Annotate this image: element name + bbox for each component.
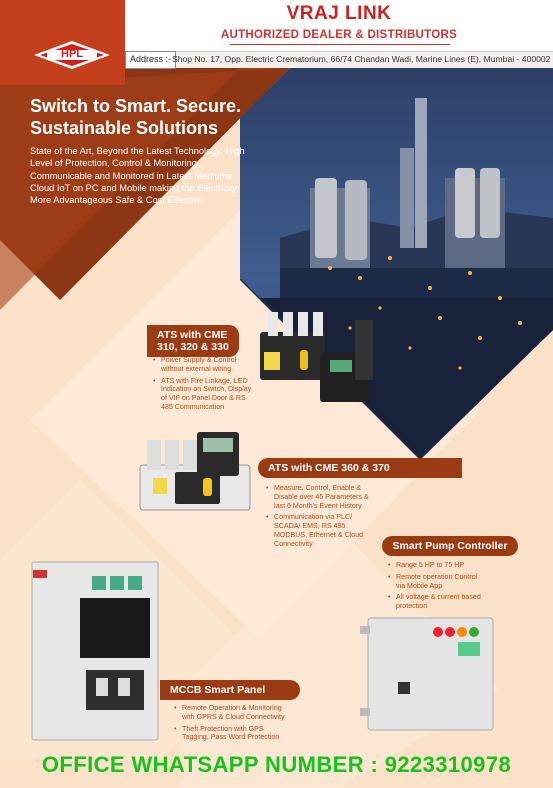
list-item: • Remote Operation & Monitoring with GPRS & Cloud Connectivity	[174, 704, 290, 722]
smart-pump-controller-image	[358, 612, 508, 737]
mccb-smart-panel-title: MCCB Smart Panel	[160, 680, 300, 700]
list-item: • All voltage & current based protection	[388, 593, 488, 611]
address-label: Address :-	[125, 51, 176, 69]
list-item: • Range 5 HP to 75 HP	[388, 561, 488, 570]
list-item: • Remote operation Control via Mobile App	[388, 573, 488, 591]
product-ats-cme-310	[147, 325, 239, 357]
hero-title-line2: Sustainable Solutions	[30, 118, 219, 138]
ats-cme-310-title-line2: 310, 320 & 330	[157, 341, 229, 353]
subtitle-underline	[230, 44, 450, 45]
list-item: • Communication via PLC/ SCADA/ EMS, RS 485 MODBUS, Ethernet & Cloud Connectivity	[266, 513, 374, 548]
dealer-name: VRAJ LINK	[286, 3, 392, 24]
smart-pump-controller-title: Smart Pump Controller	[382, 536, 518, 556]
hero-title	[30, 95, 290, 139]
mccb-smart-panel-image	[30, 560, 160, 742]
ats-cme-310-bullets	[153, 356, 253, 415]
ats-cme-310-image	[250, 312, 378, 407]
hero-body: State of the Art, Beyond the Latest Technology, High Level of Protection, Control & Monitoring, Communicable and Monitored in Latest Mediums Cloud IoT on PC and Mobile making the Electricity More Advantageous Safe & Cost Effective	[30, 146, 245, 206]
list-item: • Power Supply & Control without external wiring	[153, 356, 253, 374]
ats-cme-360-image	[135, 430, 265, 522]
ats-cme-360-title: ATS with CME 360 & 370	[258, 458, 462, 478]
list-item: • Measure, Control, Enable & Disable over 45 Parameters & last 6 Month's Event History	[266, 484, 374, 510]
smart-pump-controller-bullets	[388, 561, 488, 614]
mccb-smart-panel-bullets	[174, 704, 290, 745]
ats-cme-360-bullets	[266, 484, 374, 552]
list-item: • ATS with Fire Linkage, LED Indication on Switch, Display of VIF on Panel Door & RS 485 Communication	[153, 377, 253, 412]
address-text: Shop No. 17, Opp. Electric Crematorium, 66/74 Chandan Wadi, Marine Lines (E), Mumbai - 400002	[172, 54, 551, 64]
whatsapp-contact[interactable]: OFFICE WHATSAPP NUMBER : 9223310978	[41, 752, 512, 777]
hero-title-line1: Switch to Smart. Secure.	[30, 96, 242, 116]
list-item: • Theft Protection with GPS Tagging, Pass Word Protection	[174, 725, 290, 743]
ats-cme-310-title	[147, 325, 239, 357]
dealer-subtitle: AUTHORIZED DEALER & DISTRIBUTORS	[220, 29, 458, 41]
ats-cme-310-title-line1: ATS with CME	[157, 329, 228, 341]
logo-text: HPL	[61, 48, 83, 60]
